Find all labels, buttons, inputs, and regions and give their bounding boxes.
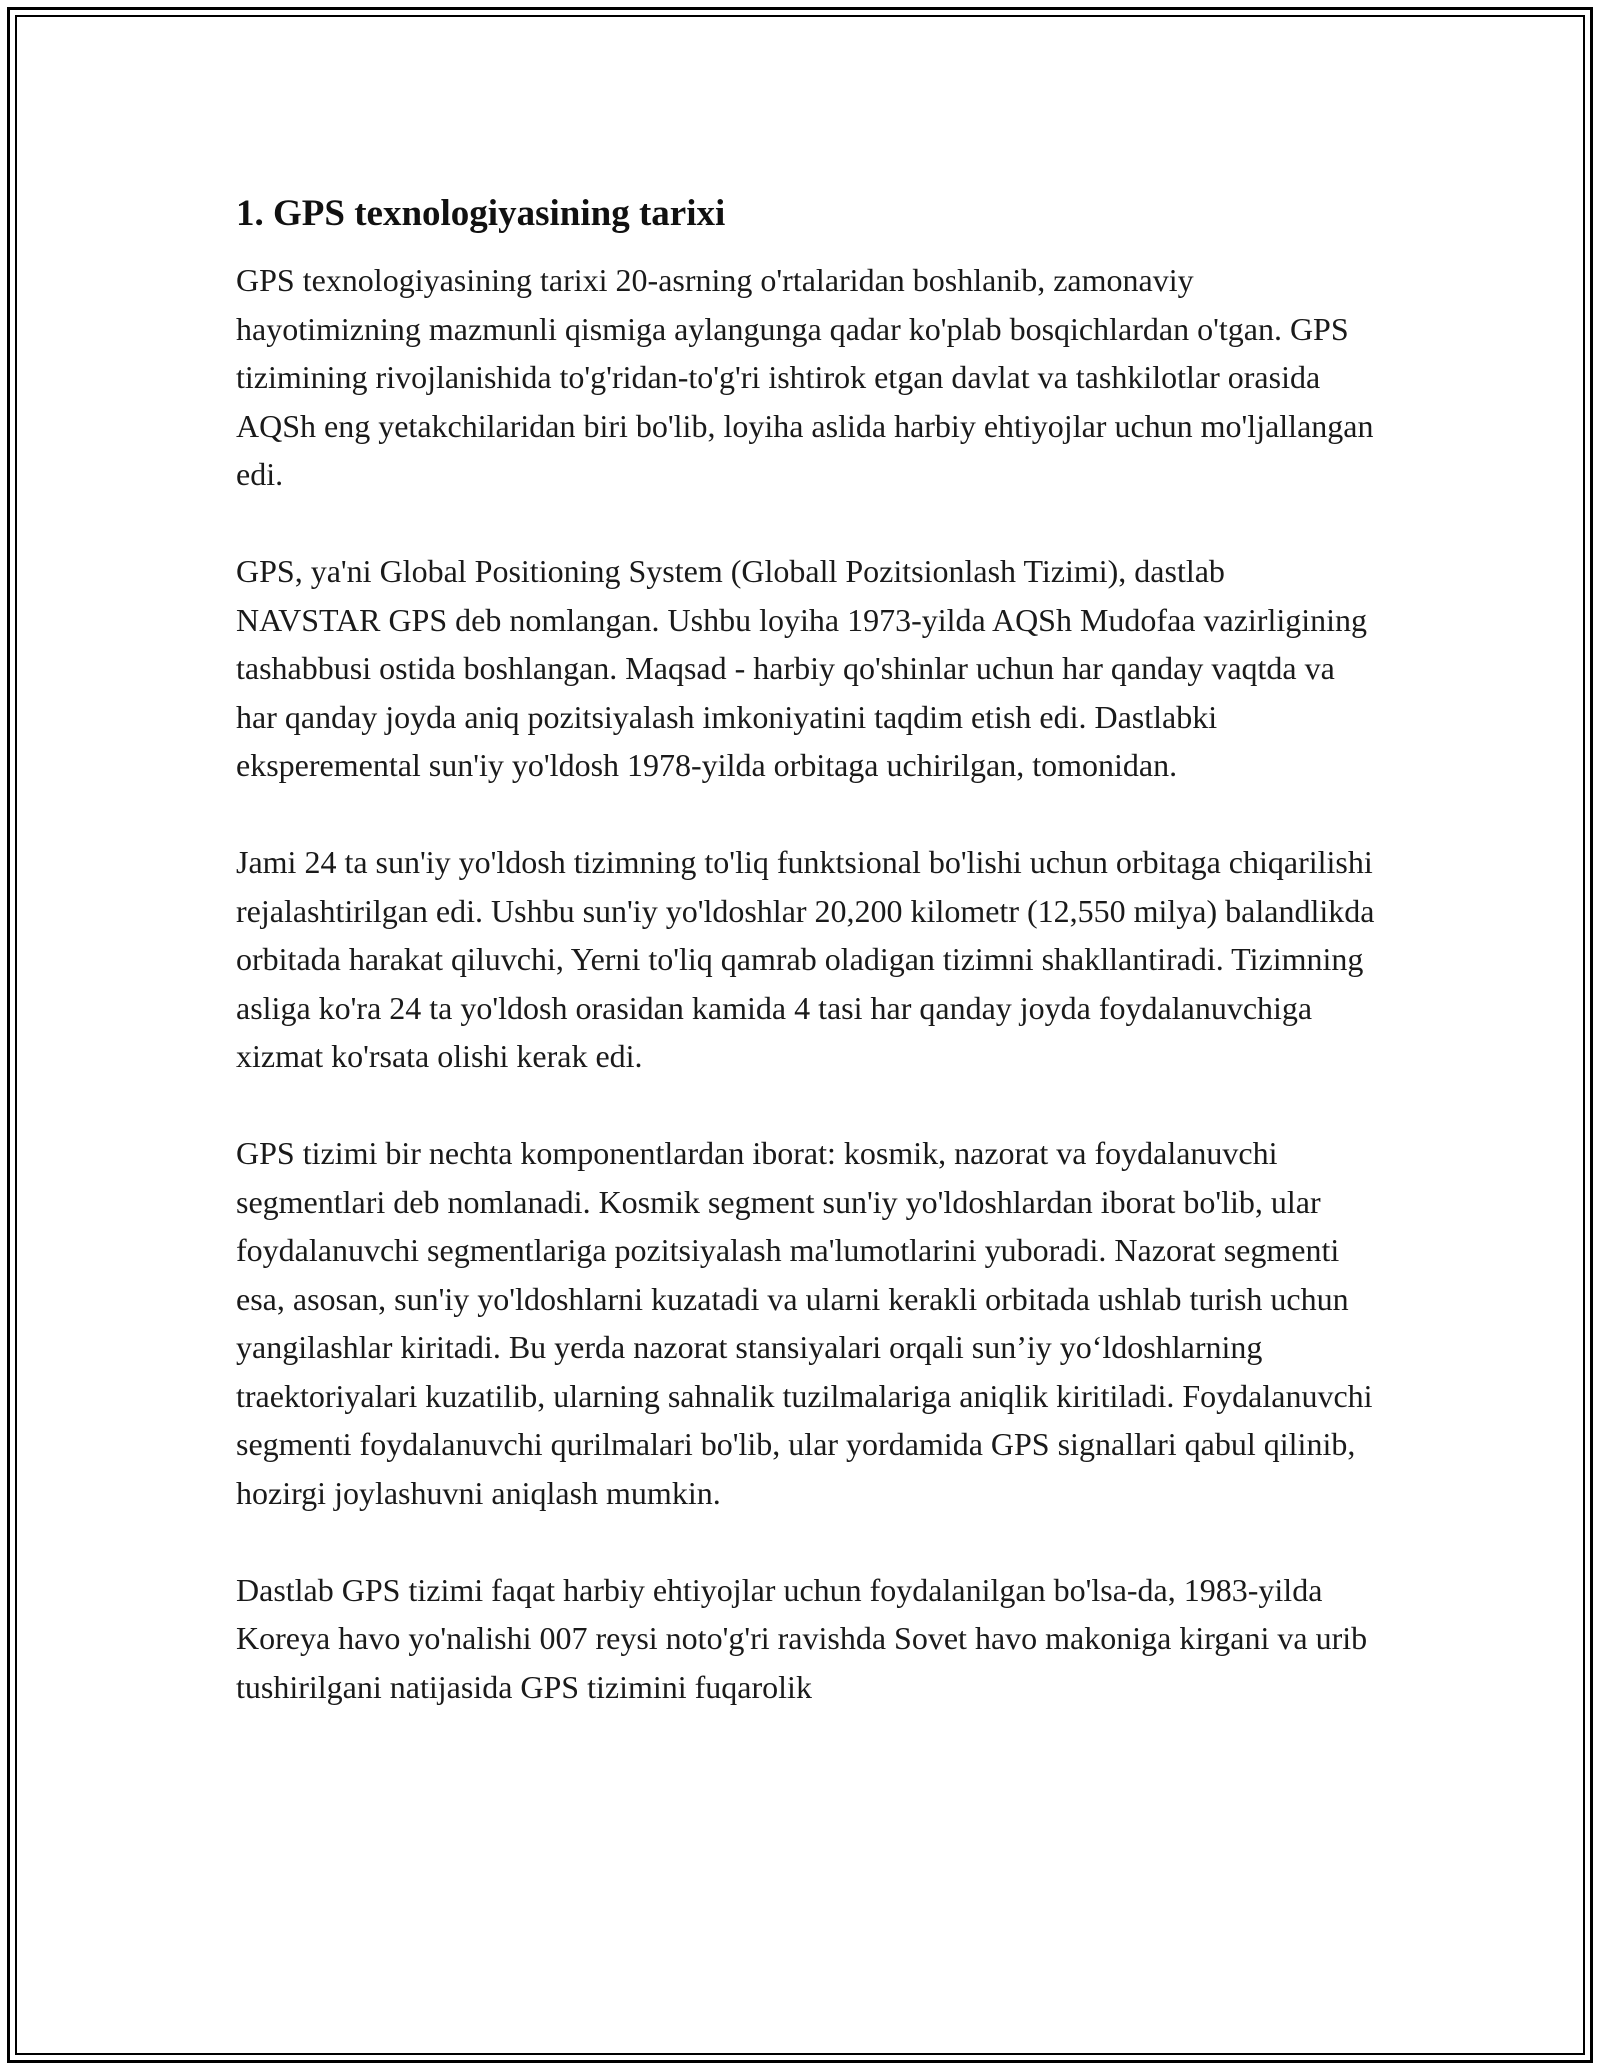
section-heading: 1. GPS texnologiyasining tarixi <box>236 193 726 234</box>
paragraph-1: GPS texnologiyasining tarixi 20-asrning o'rtalaridan boshlanib, zamonaviy hayotimizning mazmunli qismiga aylangunga qadar ko'plab bosqichlardan o'tgan. GPS tizimining rivojlanishida to'g'ridan-to'g'ri ishtirok etgan davlat va tashkilotlar orasida AQSh eng yetakchilaridan biri bo'lib, loyiha aslida harbiy ehtiyojlar uchun mo'ljallangan edi. <box>236 262 1374 492</box>
paragraph-4: GPS tizimi bir nechta komponentlardan iborat: kosmik, nazorat va foydalanuvchi segmentlari deb nomlanadi. Kosmik segment sun'iy yo'ldoshlardan iborat bo'lib, ular foydalanuvchi segmentlariga pozitsiyalash ma'lumotlarini yuboradi. Nazorat segmenti esa, asosan, sun'iy yo'ldoshlarni kuzatadi va ularni kerakli orbitada ushlab turish uchun yangilashlar kiritadi. Bu yerda nazorat stansiyalari orqali sun’iy yo‘ldoshlarning traektoriyalari kuzatilib, ularning sahnalik tuzilmalariga aniqlik kiritiladi. Foydalanuvchi segmenti foydalanuvchi qurilmalari bo'lib, ular yordamida GPS signallari qabul qilinib, hozirgi joylashuvni aniqlash mumkin. <box>236 1135 1373 1511</box>
document-body <box>236 188 1376 1711</box>
paragraph-5: Dastlab GPS tizimi faqat harbiy ehtiyojlar uchun foydalanilgan bo'lsa-da, 1983-yilda Koreya havo yo'nalishi 007 reysi noto'g'ri ravishda Sovet havo makoniga kirgani va urib tushirilgani natijasida GPS tizimini fuqarolik <box>236 1571 1368 1705</box>
paragraph-3: Jami 24 ta sun'iy yo'ldosh tizimning to'liq funktsional bo'lishi uchun orbitaga chiqarilishi rejalashtirilgan edi. Ushbu sun'iy yo'ldoshlar 20,200 kilometr (12,550 milya) balandlikda orbitada harakat qiluvchi, Yerni to'liq qamrab oladigan tizimni shakllantiradi. Tizimning asliga ko'ra 24 ta yo'ldosh orasidan kamida 4 tasi har qanday joyda foydalanuvchiga xizmat ko'rsata olishi kerak edi. <box>236 844 1375 1074</box>
paragraph-2: GPS, ya'ni Global Positioning System (Globall Pozitsionlash Tizimi), dastlab NAVSTAR GPS deb nomlangan. Ushbu loyiha 1973-yilda AQSh Mudofaa vazirligining tashabbusi ostida boshlangan. Maqsad - harbiy qo'shinlar uchun har qanday vaqtda va har qanday joyda aniq pozitsiyalash imkoniyatini taqdim etish edi. Dastlabki eksperemental sun'iy yo'ldosh 1978-yilda orbitaga uchirilgan, tomonidan. <box>236 553 1367 783</box>
